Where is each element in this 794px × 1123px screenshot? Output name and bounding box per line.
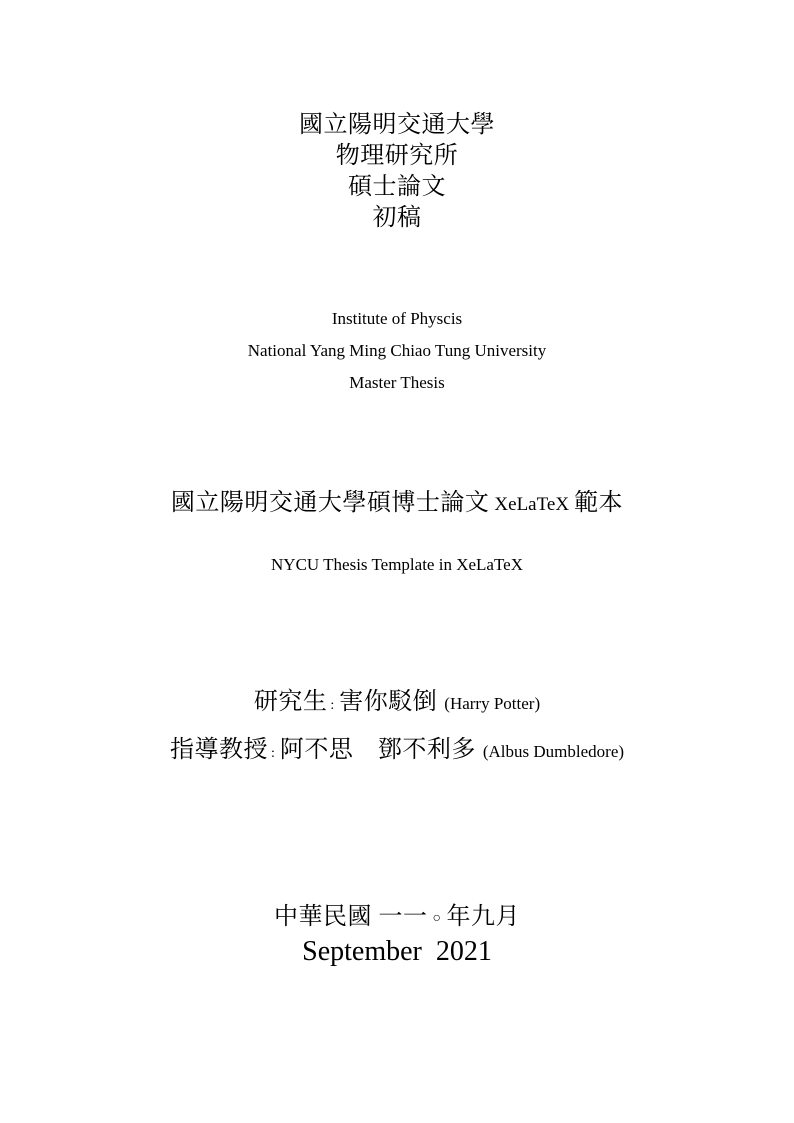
thesis-title-latin: XeLaTeX (494, 494, 570, 515)
advisor-line (0, 728, 794, 776)
degree-label-en: Master Thesis (349, 373, 445, 392)
student-colon: : (330, 698, 335, 713)
thesis-title-cjk-suffix: 範本 (574, 490, 624, 516)
roc-date-prefix: 中華民國 一一 (274, 904, 428, 930)
cjk-header-block (0, 110, 794, 234)
thesis-subtitle-en: NYCU Thesis Template in XeLaTeX (271, 555, 523, 574)
institute-name-en: Institute of Physcis (331, 309, 463, 328)
gregorian-date-line: September 2021 (302, 936, 492, 967)
student-name-en: (Harry Potter) (444, 694, 541, 713)
advisor-colon: : (270, 746, 275, 761)
advisor-name-cjk: 阿不思 鄧不利多 (279, 737, 476, 763)
draft-label-cjk: 初稿 (372, 205, 422, 231)
advisor-name-en: (Albus Dumbledore) (482, 742, 625, 761)
student-name-cjk: 害你駁倒 (339, 689, 438, 715)
thesis-title-cjk-prefix: 國立陽明交通大學碩博士論文 (170, 490, 490, 516)
thesis-title (0, 486, 794, 522)
authors-block (0, 680, 794, 776)
roc-date-zero-circle: ○ (432, 911, 442, 926)
degree-label-cjk: 碩士論文 (348, 174, 446, 200)
advisor-label: 指導教授 (169, 737, 268, 763)
roc-date-suffix: 年九月 (446, 904, 520, 930)
student-line (0, 680, 794, 728)
university-name-en: National Yang Ming Chiao Tung University (247, 341, 547, 360)
en-header-block (0, 303, 794, 399)
roc-date-line (0, 901, 794, 935)
student-label: 研究生 (253, 689, 328, 715)
institute-name-cjk: 物理研究所 (335, 143, 459, 169)
university-name-cjk: 國立陽明交通大學 (299, 112, 495, 138)
